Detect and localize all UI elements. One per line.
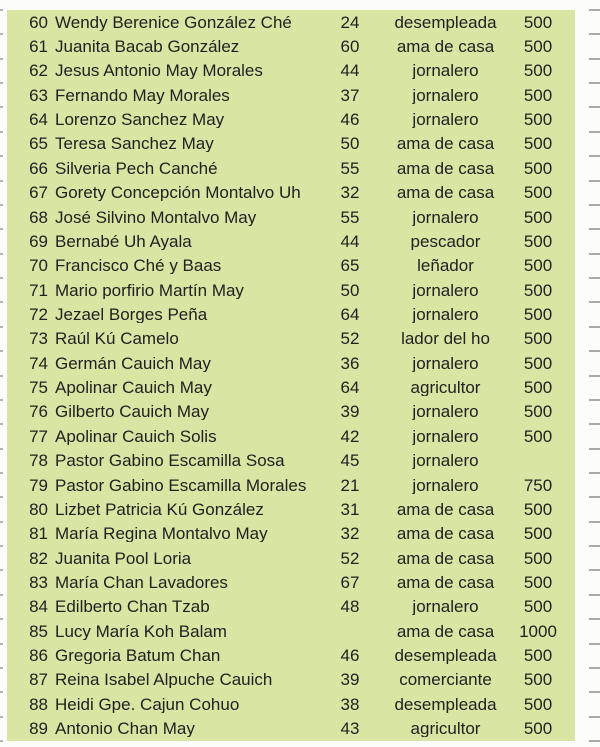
table-row — [7, 643, 575, 667]
row-number-cell[interactable]: 60 — [29, 13, 48, 31]
table-row — [7, 473, 575, 497]
gridline-tick-right — [589, 106, 600, 108]
amount-cell[interactable]: 500 — [523, 500, 553, 518]
member-table — [7, 10, 575, 741]
age-cell[interactable]: 44 — [340, 62, 360, 80]
gridline-tick-left — [0, 106, 3, 108]
occupation-cell[interactable]: pescador — [410, 232, 481, 250]
gridline-tick-left — [0, 472, 3, 474]
row-number-cell[interactable]: 85 — [29, 622, 48, 640]
name-cell[interactable]: Heidi Gpe. Cajun Cohuo — [55, 695, 240, 713]
amount-cell[interactable]: 500 — [523, 38, 553, 56]
name-cell[interactable]: Juanita Pool Loria — [55, 549, 192, 567]
gridline-tick-right — [589, 423, 600, 425]
row-number-cell[interactable]: 81 — [29, 525, 48, 543]
amount-cell[interactable]: 500 — [523, 281, 553, 299]
age-cell[interactable]: 55 — [340, 208, 360, 226]
gridline-tick-left — [0, 82, 3, 84]
table-row — [7, 692, 575, 716]
row-number-cell[interactable]: 87 — [29, 671, 48, 689]
amount-cell[interactable]: 500 — [523, 549, 553, 567]
gridline-tick-left — [0, 716, 3, 718]
amount-cell[interactable]: 500 — [523, 695, 553, 713]
name-cell[interactable]: Wendy Berenice González Ché — [55, 13, 292, 31]
table-row — [7, 546, 575, 570]
occupation-cell[interactable]: jornalero — [412, 111, 479, 129]
gridline-tick-right — [589, 9, 600, 11]
gridline-tick-right — [589, 472, 600, 474]
name-cell[interactable]: Jezael Borges Peña — [55, 305, 208, 323]
table-row — [7, 34, 575, 58]
occupation-cell[interactable]: ama de casa — [396, 159, 495, 177]
table-row — [7, 107, 575, 131]
name-cell[interactable]: Pastor Gabino Escamilla Morales — [55, 476, 307, 494]
gridline-tick-right — [589, 521, 600, 523]
row-number-cell[interactable]: 82 — [29, 549, 48, 567]
row-number-cell[interactable]: 80 — [29, 500, 48, 518]
amount-cell[interactable]: 500 — [523, 62, 553, 80]
name-cell[interactable]: Gorety Concepción Montalvo Uh — [55, 184, 301, 202]
gridline-tick-left — [0, 423, 3, 425]
occupation-cell[interactable]: jornalero — [412, 281, 479, 299]
occupation-cell[interactable]: jornalero — [412, 403, 479, 421]
age-cell[interactable]: 52 — [340, 330, 360, 348]
gridline-tick-left — [0, 253, 3, 255]
row-number-cell[interactable]: 88 — [29, 695, 48, 713]
gridline-tick-left — [0, 131, 3, 133]
row-number-cell[interactable]: 64 — [29, 111, 48, 129]
table-row — [7, 10, 575, 34]
name-cell[interactable]: Bernabé Uh Ayala — [55, 232, 192, 250]
name-cell[interactable]: Francisco Ché y Baas — [55, 257, 222, 275]
occupation-cell[interactable]: agricultor — [410, 720, 481, 738]
gridline-tick-right — [589, 204, 600, 206]
occupation-cell[interactable]: desempleada — [394, 695, 497, 713]
gridline-tick-right — [589, 545, 600, 547]
amount-cell[interactable]: 500 — [523, 232, 553, 250]
table-row — [7, 83, 575, 107]
gridline-tick-left — [0, 277, 3, 279]
table-row — [7, 400, 575, 424]
amount-cell[interactable]: 500 — [523, 86, 553, 104]
table-row — [7, 448, 575, 472]
row-number-cell[interactable]: 72 — [29, 305, 48, 323]
amount-cell[interactable]: 500 — [523, 525, 553, 543]
gridline-tick-left — [0, 545, 3, 547]
amount-cell[interactable]: 500 — [523, 354, 553, 372]
occupation-cell[interactable]: jornalero — [412, 62, 479, 80]
name-cell[interactable]: José Silvino Montalvo May — [55, 208, 257, 226]
table-row — [7, 302, 575, 326]
gridline-tick-right — [589, 667, 600, 669]
gridline-tick-left — [0, 180, 3, 182]
gridline-tick-right — [589, 180, 600, 182]
name-cell[interactable]: Gilberto Cauich May — [55, 403, 210, 421]
occupation-cell[interactable]: jornalero — [412, 427, 479, 445]
amount-cell[interactable]: 500 — [523, 159, 553, 177]
gridline-tick-right — [589, 716, 600, 718]
table-row — [7, 570, 575, 594]
occupation-cell[interactable]: desempleada — [394, 647, 497, 665]
occupation-cell[interactable]: jornalero — [412, 598, 479, 616]
occupation-cell[interactable]: jornalero — [412, 86, 479, 104]
gridline-tick-left — [0, 569, 3, 571]
amount-cell[interactable]: 1000 — [519, 622, 557, 640]
age-cell[interactable]: 32 — [340, 184, 360, 202]
occupation-cell[interactable]: ama de casa — [396, 500, 495, 518]
age-cell[interactable]: 38 — [340, 695, 360, 713]
table-row — [7, 668, 575, 692]
age-cell[interactable]: 31 — [340, 500, 360, 518]
gridline-tick-right — [589, 82, 600, 84]
row-number-cell[interactable]: 61 — [29, 38, 48, 56]
age-cell[interactable]: 64 — [340, 379, 360, 397]
gridline-tick-left — [0, 496, 3, 498]
gridline-tick-left — [0, 448, 3, 450]
name-cell[interactable]: Antonio Chan May — [55, 720, 195, 738]
gridline-tick-right — [589, 301, 600, 303]
gridline-tick-left — [0, 521, 3, 523]
occupation-cell[interactable]: comerciante — [399, 671, 492, 689]
gridline-tick-left — [0, 326, 3, 328]
age-cell[interactable]: 36 — [340, 354, 360, 372]
table-row — [7, 205, 575, 229]
occupation-cell[interactable]: jornalero — [412, 354, 479, 372]
gridline-tick-left — [0, 228, 3, 230]
row-number-cell[interactable]: 89 — [29, 720, 48, 738]
age-cell[interactable]: 48 — [340, 598, 360, 616]
name-cell[interactable]: Lucy María Koh Balam — [55, 622, 227, 640]
amount-cell[interactable]: 500 — [523, 671, 553, 689]
age-cell[interactable]: 32 — [340, 525, 360, 543]
gridline-tick-right — [589, 618, 600, 620]
amount-cell[interactable]: 500 — [523, 573, 553, 591]
name-cell[interactable]: Edilberto Chan Tzab — [55, 598, 210, 616]
table-row — [7, 351, 575, 375]
gridline-tick-left — [0, 204, 3, 206]
table-row — [7, 424, 575, 448]
gridline-tick-right — [589, 33, 600, 35]
table-row — [7, 327, 575, 351]
name-cell[interactable]: María Regina Montalvo May — [55, 525, 268, 543]
gridline-tick-right — [589, 375, 600, 377]
occupation-cell[interactable]: jornalero — [412, 452, 479, 470]
gridline-tick-left — [0, 350, 3, 352]
occupation-cell[interactable]: ama de casa — [396, 525, 495, 543]
name-cell[interactable]: Juanita Bacab González — [55, 38, 240, 56]
occupation-cell[interactable]: ama de casa — [396, 549, 495, 567]
name-cell[interactable]: Apolinar Cauich May — [55, 379, 212, 397]
occupation-cell[interactable]: desempleada — [394, 13, 497, 31]
amount-cell[interactable]: 500 — [523, 427, 553, 445]
amount-cell[interactable]: 500 — [523, 13, 553, 31]
occupation-cell[interactable]: jornalero — [412, 305, 479, 323]
gridline-tick-right — [589, 131, 600, 133]
row-number-cell[interactable]: 83 — [29, 573, 48, 591]
row-number-cell[interactable]: 67 — [29, 184, 48, 202]
name-cell[interactable]: Lorenzo Sanchez May — [55, 111, 225, 129]
age-cell[interactable]: 64 — [340, 305, 360, 323]
name-cell[interactable]: Lizbet Patricia Kú González — [55, 500, 264, 518]
name-cell[interactable]: Raúl Kú Camelo — [55, 330, 179, 348]
table-row — [7, 375, 575, 399]
age-cell[interactable]: 42 — [340, 427, 360, 445]
gridline-tick-right — [589, 350, 600, 352]
gridline-tick-left — [0, 594, 3, 596]
occupation-cell[interactable]: lador del ho — [401, 330, 490, 348]
amount-cell[interactable]: 500 — [523, 184, 553, 202]
occupation-cell[interactable]: ama de casa — [396, 184, 495, 202]
row-number-cell[interactable]: 73 — [29, 330, 48, 348]
gridline-tick-right — [589, 740, 600, 742]
amount-cell[interactable]: 500 — [523, 598, 553, 616]
table-row — [7, 181, 575, 205]
amount-cell[interactable]: 500 — [523, 135, 553, 153]
occupation-cell[interactable]: ama de casa — [396, 573, 495, 591]
name-cell[interactable]: Germán Cauich May — [55, 354, 211, 372]
occupation-cell[interactable]: agricultor — [410, 379, 481, 397]
row-number-cell[interactable]: 86 — [29, 647, 48, 665]
gridline-tick-left — [0, 155, 3, 157]
amount-cell[interactable]: 500 — [523, 647, 553, 665]
amount-cell[interactable]: 500 — [523, 403, 553, 421]
name-cell[interactable]: Silveria Pech Canché — [55, 159, 218, 177]
gridline-tick-left — [0, 740, 3, 742]
gridline-tick-left — [0, 691, 3, 693]
table-row — [7, 254, 575, 278]
amount-cell[interactable]: 500 — [523, 305, 553, 323]
occupation-cell[interactable]: ama de casa — [396, 135, 495, 153]
row-number-cell[interactable]: 65 — [29, 135, 48, 153]
gridline-tick-left — [0, 301, 3, 303]
name-cell[interactable]: Jesus Antonio May Morales — [55, 62, 263, 80]
row-number-cell[interactable]: 66 — [29, 159, 48, 177]
gridline-tick-right — [589, 253, 600, 255]
name-cell[interactable]: María Chan Lavadores — [55, 573, 228, 591]
age-cell[interactable]: 21 — [340, 476, 360, 494]
row-number-cell[interactable]: 68 — [29, 208, 48, 226]
gridline-tick-right — [589, 569, 600, 571]
age-cell[interactable]: 65 — [340, 257, 360, 275]
age-cell[interactable]: 44 — [340, 232, 360, 250]
occupation-cell[interactable]: leñador — [417, 257, 474, 275]
age-cell[interactable]: 67 — [340, 573, 360, 591]
row-number-cell[interactable]: 84 — [29, 598, 48, 616]
amount-cell[interactable]: 500 — [523, 330, 553, 348]
row-number-cell[interactable]: 76 — [29, 403, 48, 421]
amount-cell[interactable]: 750 — [523, 476, 553, 494]
name-cell[interactable]: Reina Isabel Alpuche Cauich — [55, 671, 273, 689]
row-number-cell[interactable]: 70 — [29, 257, 48, 275]
row-number-cell[interactable]: 78 — [29, 452, 48, 470]
row-number-cell[interactable]: 62 — [29, 62, 48, 80]
amount-cell[interactable]: 500 — [523, 379, 553, 397]
gridline-tick-right — [589, 399, 600, 401]
row-number-cell[interactable]: 77 — [29, 427, 48, 445]
gridline-tick-right — [589, 58, 600, 60]
age-cell[interactable]: 45 — [340, 452, 360, 470]
gridline-tick-left — [0, 375, 3, 377]
gridline-tick-right — [589, 594, 600, 596]
table-row — [7, 278, 575, 302]
row-number-cell[interactable]: 74 — [29, 354, 48, 372]
amount-cell[interactable]: 500 — [523, 720, 553, 738]
gridline-tick-left — [0, 618, 3, 620]
amount-cell[interactable]: 500 — [523, 111, 553, 129]
name-cell[interactable]: Mario porfirio Martín May — [55, 281, 244, 299]
age-cell[interactable]: 39 — [340, 671, 360, 689]
table-row — [7, 229, 575, 253]
gridline-tick-right — [589, 643, 600, 645]
name-cell[interactable]: Teresa Sanchez May — [55, 135, 214, 153]
occupation-cell[interactable]: jornalero — [412, 476, 479, 494]
gridline-tick-left — [0, 33, 3, 35]
table-row — [7, 59, 575, 83]
table-row — [7, 497, 575, 521]
age-cell[interactable]: 46 — [340, 111, 360, 129]
gridline-tick-left — [0, 9, 3, 11]
table-row — [7, 716, 575, 740]
gridline-tick-left — [0, 667, 3, 669]
row-number-cell[interactable]: 69 — [29, 232, 48, 250]
amount-cell[interactable]: 500 — [523, 208, 553, 226]
table-row — [7, 522, 575, 546]
gridline-tick-right — [589, 448, 600, 450]
name-cell[interactable]: Pastor Gabino Escamilla Sosa — [55, 452, 285, 470]
gridline-tick-right — [589, 691, 600, 693]
age-cell[interactable]: 46 — [340, 647, 360, 665]
table-row — [7, 156, 575, 180]
age-cell[interactable]: 50 — [340, 281, 360, 299]
occupation-cell[interactable]: ama de casa — [396, 38, 495, 56]
age-cell[interactable]: 55 — [340, 159, 360, 177]
row-number-cell[interactable]: 75 — [29, 379, 48, 397]
age-cell[interactable]: 24 — [340, 13, 360, 31]
amount-cell[interactable]: 500 — [523, 257, 553, 275]
gridline-tick-right — [589, 228, 600, 230]
gridline-tick-right — [589, 277, 600, 279]
row-number-cell[interactable]: 63 — [29, 86, 48, 104]
table-row — [7, 619, 575, 643]
row-number-cell[interactable]: 79 — [29, 476, 48, 494]
age-cell[interactable]: 43 — [340, 720, 360, 738]
name-cell[interactable]: Apolinar Cauich Solis — [55, 427, 217, 445]
age-cell[interactable]: 39 — [340, 403, 360, 421]
name-cell[interactable]: Fernando May Morales — [55, 86, 230, 104]
gridline-tick-right — [589, 155, 600, 157]
age-cell[interactable]: 50 — [340, 135, 360, 153]
gridline-tick-left — [0, 58, 3, 60]
age-cell[interactable]: 60 — [340, 38, 360, 56]
row-number-cell[interactable]: 71 — [29, 281, 48, 299]
gridline-tick-left — [0, 399, 3, 401]
gridline-tick-right — [589, 496, 600, 498]
gridline-tick-left — [0, 643, 3, 645]
table-row — [7, 132, 575, 156]
gridline-tick-right — [589, 326, 600, 328]
table-row — [7, 595, 575, 619]
occupation-cell[interactable]: ama de casa — [396, 622, 495, 640]
age-cell[interactable]: 37 — [340, 86, 360, 104]
age-cell[interactable]: 52 — [340, 549, 360, 567]
occupation-cell[interactable]: jornalero — [412, 208, 479, 226]
name-cell[interactable]: Gregoria Batum Chan — [55, 647, 221, 665]
